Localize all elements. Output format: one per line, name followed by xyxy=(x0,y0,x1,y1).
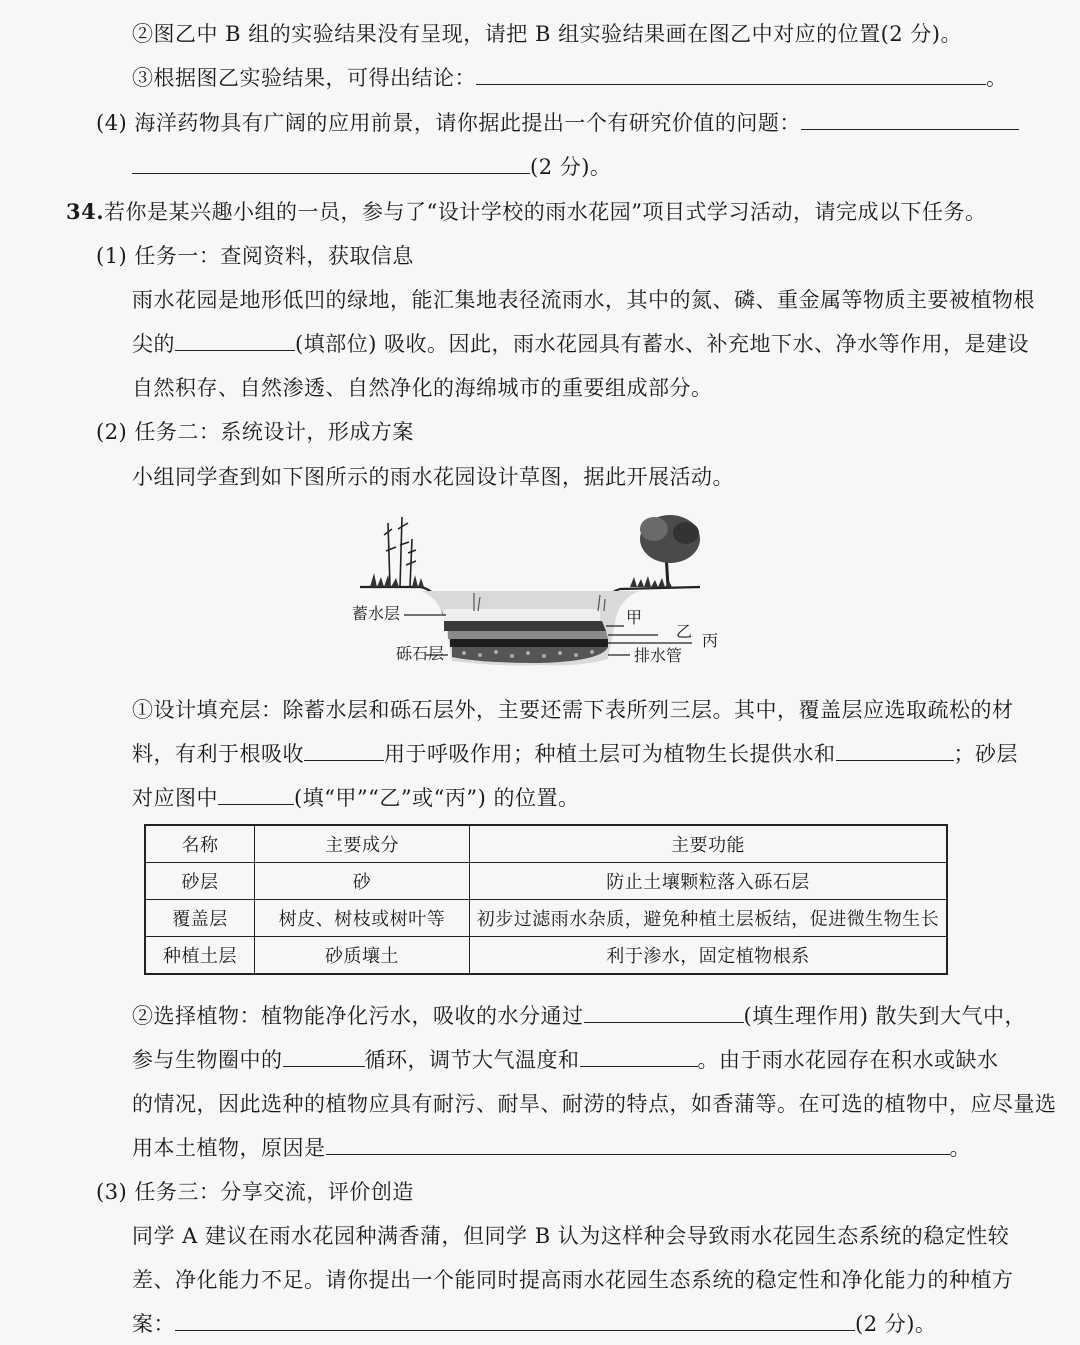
answer-blank[interactable] xyxy=(132,155,530,174)
answer-blank-regulate[interactable] xyxy=(580,1048,698,1067)
q3-item2: ②图乙中 B 组的实验结果没有呈现，请把 B 组实验结果画在图乙中对应的位置(2 分)。 xyxy=(132,22,962,46)
task2-sub2-line3: 的情况，因此选种的植物应具有耐污、耐旱、耐涝的特点，如香蒲等。在可选的植物中，应尽量选 xyxy=(132,1092,1057,1116)
task2-sub2-line1 xyxy=(132,1000,1026,1030)
answer-blank-position[interactable] xyxy=(218,786,294,805)
answer-blank-root-part[interactable] xyxy=(175,332,295,351)
sub1-text-d: 对应图中 xyxy=(132,786,218,810)
table-cell: 利于渗水，固定植物根系 xyxy=(470,937,948,975)
q3-item3-prefix: ③根据图乙实验结果，可得出结论： xyxy=(132,66,476,90)
answer-blank-provide[interactable] xyxy=(836,742,954,761)
layer-yi xyxy=(448,631,608,639)
sub2-text-e: 。由于雨水花园存在积水或缺水 xyxy=(697,1048,999,1072)
sub2-text-f: 用本土植物，原因是 xyxy=(132,1136,326,1160)
task3-title: (3) 任务三：分享交流，评价创造 xyxy=(96,1180,414,1204)
task1-p2-suffix: (填部位) 吸收。因此，雨水花园具有蓄水、补充地下水、净水等作用，是建设 xyxy=(295,332,1030,356)
answer-blank[interactable] xyxy=(801,111,1019,130)
label-gravel-layer: 砾石层 xyxy=(396,644,445,663)
table-header-row xyxy=(145,825,947,863)
left-grass xyxy=(370,573,424,587)
task3-line3 xyxy=(132,1308,936,1338)
task2-sub1-line1: ①设计填充层：除蓄水层和砾石层外，主要还需下表所列三层。其中，覆盖层应选取疏松的材 xyxy=(132,698,1014,722)
q3-item3-suffix: 。 xyxy=(986,66,1008,90)
q4-line1 xyxy=(96,107,1019,137)
task1-title: (1) 任务一：查阅资料，获取信息 xyxy=(96,244,414,268)
q4-line2 xyxy=(132,151,611,181)
q4-text: (4) 海洋药物具有广阔的应用前景，请你据此提出一个有研究价值的问题： xyxy=(96,111,801,135)
sub2-text-c: 参与生物圈中的 xyxy=(132,1048,283,1072)
task3-line2: 差、净化能力不足。请你提出一个能同时提高雨水花园生态系统的稳定性和净化能力的种植方 xyxy=(132,1268,1014,1292)
question-stem: 若你是某兴趣小组的一员，参与了“设计学校的雨水花园”项目式学习活动，请完成以下任务。 xyxy=(104,200,987,224)
sub1-text-a: 料，有利于根吸收 xyxy=(132,742,304,766)
answer-blank[interactable] xyxy=(476,66,986,85)
task2-sub1-line3 xyxy=(132,782,579,812)
right-tree-icon xyxy=(630,515,700,587)
storage-water-layer xyxy=(444,609,600,621)
table-cell: 砂质壤土 xyxy=(255,937,470,975)
table-header-cell: 主要成分 xyxy=(255,825,470,863)
table-row xyxy=(145,863,947,900)
task2-sub2-line4 xyxy=(132,1132,971,1162)
sub2-text-d: 循环，调节大气温度和 xyxy=(364,1048,580,1072)
label-storage-layer: 蓄水层 xyxy=(352,604,401,623)
sub2-text-a: ②选择植物：植物能净化污水，吸收的水分通过 xyxy=(132,1004,584,1028)
task1-paragraph-line3: 自然积存、自然渗透、自然净化的海绵城市的重要组成部分。 xyxy=(132,376,713,400)
task2-title: (2) 任务二：系统设计，形成方案 xyxy=(96,420,414,444)
answer-blank-native-reason[interactable] xyxy=(326,1136,950,1155)
answer-blank-cycle[interactable] xyxy=(283,1048,365,1067)
answer-blank-absorb[interactable] xyxy=(304,742,384,761)
table-cell: 砂层 xyxy=(145,863,255,900)
sub2-text-b: (填生理作用) 散失到大气中， xyxy=(743,1004,1027,1028)
table-header-cell: 主要功能 xyxy=(470,825,948,863)
task2-sub1-line2 xyxy=(132,738,1018,768)
table-row xyxy=(145,937,947,975)
task2-sub2-line2 xyxy=(132,1044,999,1074)
layer-jia xyxy=(444,621,606,631)
table-cell: 初步过滤雨水杂质，避免种植土层板结，促进微生物生长 xyxy=(470,900,948,937)
q34-stem xyxy=(66,196,987,226)
question-number: 34. xyxy=(66,199,105,224)
table-cell: 种植土层 xyxy=(145,937,255,975)
task3-line1: 同学 A 建议在雨水花园种满香蒲，但同学 B 认为这样种会导致雨水花园生态系统的稳定性较 xyxy=(132,1224,1010,1248)
task1-p2-prefix: 尖的 xyxy=(132,332,175,356)
answer-blank-planting-plan[interactable] xyxy=(175,1312,855,1331)
task3-text-a: 案： xyxy=(132,1312,175,1336)
filling-layers-table xyxy=(144,824,948,975)
sub2-text-g: 。 xyxy=(949,1136,971,1160)
table-cell: 覆盖层 xyxy=(145,900,255,937)
label-yi: 乙 xyxy=(676,622,693,641)
left-tall-plant-icon xyxy=(384,517,416,587)
task1-paragraph-line2 xyxy=(132,328,1029,358)
q4-score: (2 分)。 xyxy=(530,155,612,179)
label-drain-pipe: 排水管 xyxy=(634,646,683,665)
sub1-text-b: 用于呼吸作用；种植土层可为植物生长提供水和 xyxy=(384,742,836,766)
label-bing: 丙 xyxy=(702,631,719,650)
answer-blank-physiology[interactable] xyxy=(584,1004,744,1023)
table-row xyxy=(145,900,947,937)
label-jia: 甲 xyxy=(626,608,643,627)
sub1-text-e: (填“甲”“乙”或“丙”) 的位置。 xyxy=(294,786,580,810)
table-cell: 砂 xyxy=(255,863,470,900)
task3-score: (2 分)。 xyxy=(855,1312,937,1336)
sub1-text-c: ；砂层 xyxy=(953,742,1018,766)
table-header-cell: 名称 xyxy=(145,825,255,863)
task2-intro: 小组同学查到如下图所示的雨水花园设计草图，据此开展活动。 xyxy=(132,465,734,489)
rain-garden-diagram xyxy=(340,505,740,680)
q3-item3 xyxy=(132,62,1008,92)
table-cell: 防止土壤颗粒落入砾石层 xyxy=(470,863,948,900)
table-cell: 树皮、树枝或树叶等 xyxy=(255,900,470,937)
layer-bing xyxy=(450,639,608,647)
task1-paragraph-line1: 雨水花园是地形低凹的绿地，能汇集地表径流雨水，其中的氮、磷、重金属等物质主要被植物根 xyxy=(132,288,1035,312)
